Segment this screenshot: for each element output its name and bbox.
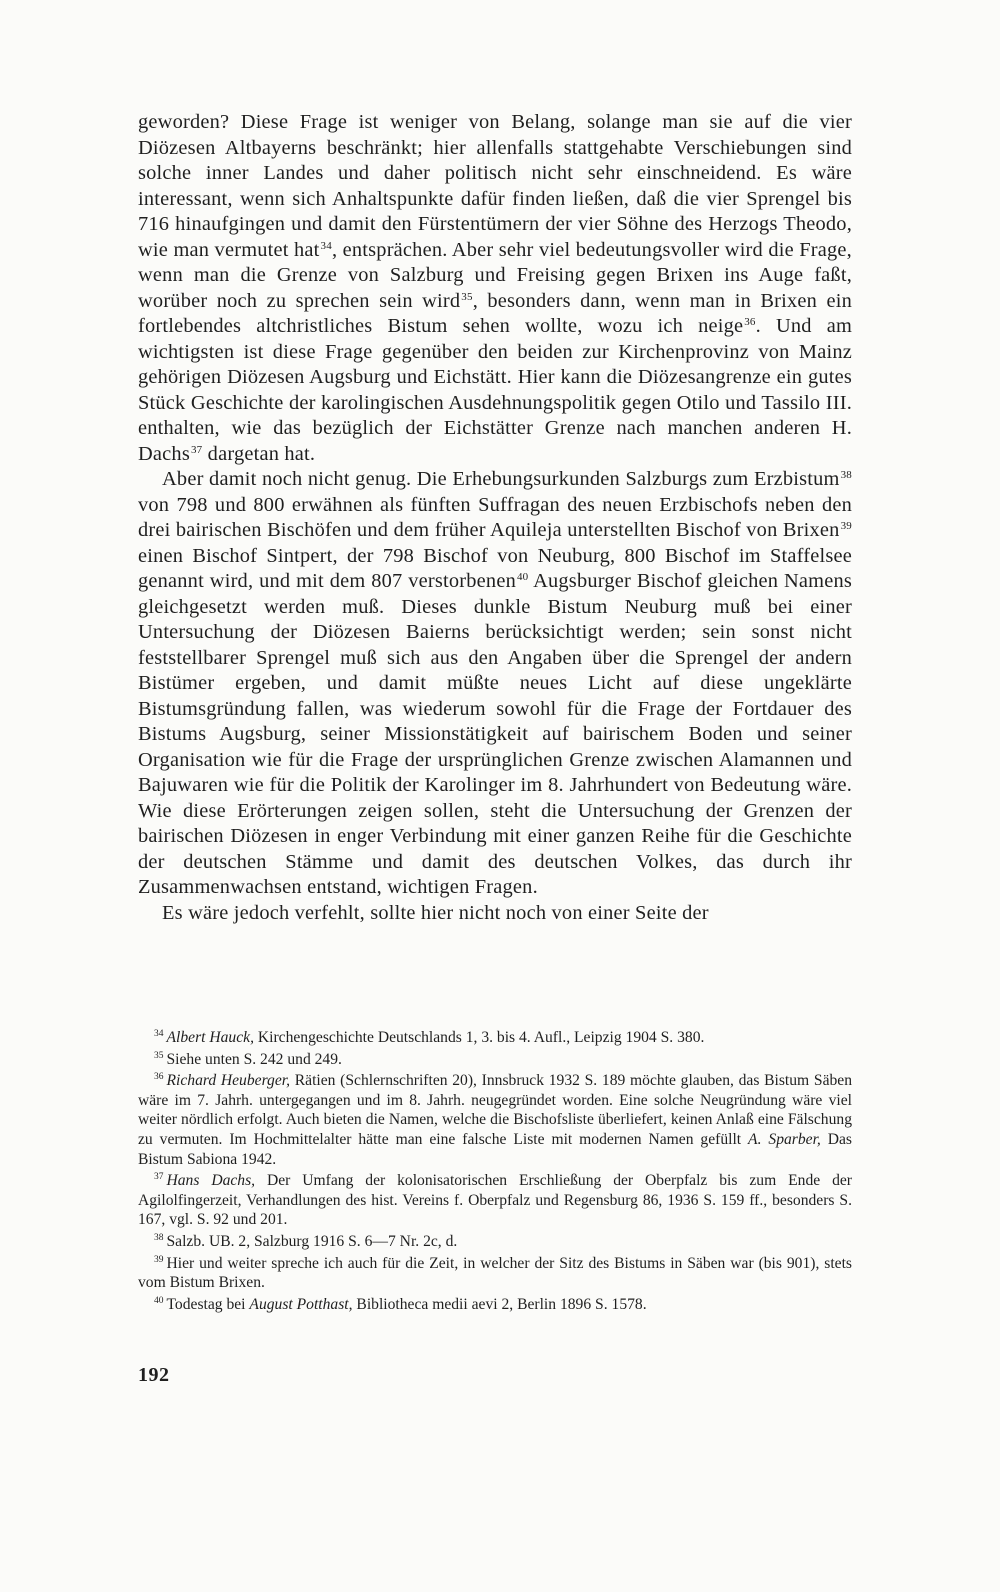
text-run: Rätien (Schlernschriften 20), Innsbruck 1932 S. 189 möchte glauben, das Bistum Säben wäre im 7. Jahrh. untergegangen und im 8. Jahrh. neugegründet worden. Eine solche Neugründung wäre viel weiter nördlich erfolgt. Auch bieten die Namen, welche die Bischofsliste überliefert, keinen Anlaß eine Fälschung zu vermuten. Im Hochmittelalter hätte man eine falsche Liste mit modernen Namen gefüllt xyxy=(138,1072,853,1148)
paragraph xyxy=(138,901,852,927)
text-run: Todestag bei xyxy=(166,1295,250,1313)
author-name: A. Sparber, xyxy=(748,1130,821,1148)
text-run: dargetan hat. xyxy=(202,442,316,465)
text-run: Es wäre jedoch verfehlt, sollte hier nicht noch von einer Seite der xyxy=(162,901,709,924)
body-text xyxy=(138,110,852,926)
text-run: Siehe unten S. 242 und 249. xyxy=(166,1050,342,1068)
footnote-number: 38 xyxy=(154,1232,164,1243)
footnote xyxy=(138,1232,852,1252)
author-name: Albert Hauck, xyxy=(166,1029,254,1046)
footnote-number: 34 xyxy=(154,1029,164,1039)
footnote-ref: 40 xyxy=(516,571,529,583)
footnote xyxy=(138,1050,852,1070)
footnotes xyxy=(138,1028,852,1316)
author-name: August Potthast, xyxy=(249,1295,353,1313)
text-run: von 798 und 800 erwähnen als fünften Suffragan des neuen Erzbischofs neben den drei bairischen Bischöfen und dem früher Aquileja unterstellten Bischof von Brixen xyxy=(138,493,852,541)
text-run: , entsprächen. Aber sehr viel bedeutungsvoller wird die Frage, wenn man die Grenze von Salzburg und Freising gegen Brixen ins Auge faßt, worüber noch zu sprechen sein wird xyxy=(138,238,852,312)
footnote-ref: 38 xyxy=(840,469,852,481)
footnote-number: 40 xyxy=(154,1295,164,1306)
footnote-ref: 34 xyxy=(320,239,332,252)
paragraph xyxy=(138,467,852,901)
text-run: geworden? Diese Frage ist weniger von Belang, solange man sie auf die vier Diözesen Altbayerns beschränkt; hier allenfalls stattgehabte Verschiebungen sind solche inner Landes und daher politisch nicht sehr einschneidend. Es wäre interessant, wenn sich Anhaltspunkte dafür finden ließen, daß die vier Sprengel bis 716 hinaufgingen und damit den Fürstentümern der vier Söhne des Herzogs Theodo, wie man vermutet hat xyxy=(138,111,852,261)
text-run: Das Bistum Sabiona 1942. xyxy=(138,1130,852,1168)
footnote-ref: 35 xyxy=(461,290,473,303)
footnote xyxy=(138,1254,852,1293)
text-run: Salzb. UB. 2, Salzburg 1916 S. 6—7 Nr. 2c, d. xyxy=(166,1232,458,1250)
author-name: Hans Dachs, xyxy=(166,1172,256,1190)
footnote-number: 39 xyxy=(154,1254,164,1265)
text-run: Aber damit noch nicht genug. Die Erhebungsurkunden Salzburgs zum Erzbistum xyxy=(162,468,840,490)
footnote-number: 36 xyxy=(154,1072,164,1083)
text-run: Hier und weiter spreche ich auch für die Zeit, in welcher der Sitz des Bistums in Säben war (bis 901), stets vom Bistum Brixen. xyxy=(138,1254,852,1292)
text-run: . Und am wichtigsten ist diese Frage gegenüber den beiden zur Kirchenprovinz von Mainz gehörigen Diözesen Augsburg und Eichstätt. Hier kann die Diözesangrenze ein gutes Stück Geschichte der karolingischen Ausdehnungspolitik gegen Otilo und Tassilo III. enthalten, wie das bezüglich der Eichstätter Grenze nach manchen anderen H. Dachs xyxy=(138,315,853,465)
paragraph xyxy=(138,110,852,467)
footnote-ref: 36 xyxy=(744,316,756,328)
text-run: , besonders dann, wenn man in Brixen ein fortlebendes altchristliches Bistum sehen wollte, wozu ich neige xyxy=(138,289,852,337)
footnote xyxy=(138,1071,852,1169)
page-number: 192 xyxy=(138,1364,170,1386)
footnote-number: 37 xyxy=(154,1172,164,1183)
footnote-ref: 39 xyxy=(840,520,852,532)
text-run: Der Umfang der kolonisatorischen Erschließung der Oberpfalz bis zum Ende der Agilolfingerzeit, Verhandlungen des hist. Vereins f. Oberpfalz und Regensburg 86, 1936 S. 159 ff., besonders S. 167, vgl. S. 92 und 201. xyxy=(138,1172,852,1229)
text-run: Kirchengeschichte Deutschlands 1, 3. bis 4. Aufl., Leipzig 1904 S. 380. xyxy=(253,1029,705,1046)
footnote xyxy=(138,1028,852,1048)
footnote-ref: 37 xyxy=(190,443,203,456)
footnote xyxy=(138,1295,852,1315)
text-run: Bibliotheca medii aevi 2, Berlin 1896 S. 1578. xyxy=(352,1295,647,1313)
footnote-number: 35 xyxy=(154,1050,164,1061)
text-run: Augsburger Bischof gleichen Namens gleichgesetzt werden muß. Dieses dunkle Bistum Neuburg muß bei einer Untersuchung der Diözesen Baierns berücksichtigt werden; sein sonst nicht feststellbarer Sprengel muß sich aus den Angaben über die Sprengel der andern Bistümer ergeben, und damit müßte neues Licht auf diese ungeklärte Bistumsgründung fallen, was wiederum sowohl für die Frage der Fortdauer des Bistums Augsburg, seiner Missionstätigkeit auf bairischem Boden und seiner Organisation wie für die Frage der ursprünglichen Grenze zwischen Alamannen und Bajuwaren wie für die Politik der Karolinger im 8. Jahrhundert von Bedeutung wäre. Wie diese Erörterungen zeigen sollen, steht die Untersuchung der Grenzen der bairischen Diözesen in enger Verbindung mit einer ganzen Reihe für die Geschichte der deutschen Stämme und damit des deutschen Volkes, das durch ihr Zusammenwachsen entstand, wichtigen Fragen. xyxy=(138,570,852,898)
text-run: einen Bischof Sintpert, der 798 Bischof von Neuburg, 800 Bischof im Staffelsee genannt wird, und mit dem 807 verstorbenen xyxy=(138,544,852,592)
footnote xyxy=(138,1171,852,1230)
author-name: Richard Heuberger, xyxy=(166,1072,291,1090)
